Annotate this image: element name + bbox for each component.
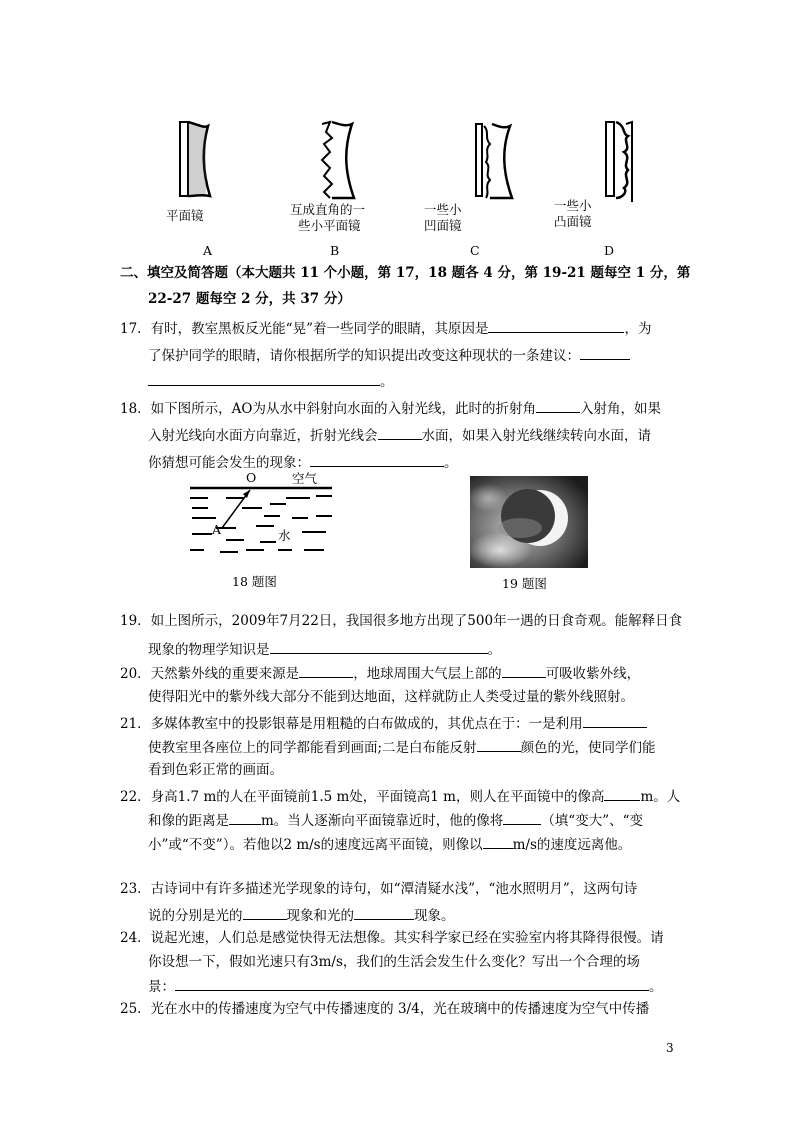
question-17-line-1: 17．有时，教室黑板反光能“晃”着一些同学的眼睛，其原因是 ，为: [120, 317, 651, 339]
question-21-line-2: 使教室里各座位上的同学都能看到画面;二是白布能反射 颜色的光，使同学们能: [148, 736, 656, 758]
question-21-line-1: 21．多媒体教室中的投影银幕是用粗糙的白布做成的，其优点在于：一是利用: [120, 712, 647, 734]
option-letter-a: A: [203, 243, 213, 258]
question-21-line-3: 看到色彩正常的画面。: [148, 762, 283, 778]
mirror-d-label-2: 凸面镜: [554, 214, 592, 229]
question-25-line-1: 25．光在水中的传播速度为空气中传播速度的 3/4，光在玻璃中的传播速度为空气中传播: [120, 1001, 650, 1017]
question-18-line-1: 18．如下图所示，AO为从水中斜射向水面的入射光线，此时的折射角 入射角，如果: [120, 397, 661, 419]
fig18-label-a: A: [212, 522, 222, 537]
answer-blank[interactable]: [483, 833, 513, 849]
question-19-line-1: 19．如上图所示，2009年7月22日，我国很多地方出现了500年一遇的日食奇观。能解释日食: [120, 613, 683, 629]
question-24-line-2: 你设想一下，假如光速只有3m/s，我们的生活会发生什么变化？写出一个合理的场: [148, 954, 640, 970]
page-number: 3: [666, 1041, 674, 1055]
question-24-line-1: 24．说起光速，人们总是感觉快得无法想像。其实科学家已经在实验室内将其降得很慢。请: [120, 930, 664, 946]
question-22-line-3: 小”或“不变”）。若他以2 m/s的速度远离平面镜，则像以 m/s的速度远离他。: [148, 833, 631, 855]
mirror-b-label-1: 互成直角的一: [290, 202, 366, 217]
question-23-line-2: 说的分别是光的 现象和光的 现象。: [148, 904, 455, 926]
question-19-line-2: 现象的物理学知识是 。: [148, 638, 501, 660]
option-letter-c: C: [470, 243, 480, 258]
answer-blank[interactable]: [604, 785, 640, 801]
mirror-figure-d: [598, 118, 648, 208]
answer-blank[interactable]: [378, 424, 422, 440]
mirror-b-label-2: 些小平面镜: [298, 218, 361, 233]
mirror-figure-b: [310, 118, 360, 204]
option-letter-d: D: [604, 243, 615, 258]
answer-blank[interactable]: [583, 712, 647, 728]
question-22-line-1: 22．身高1.7 m的人在平面镜前1.5 m处，平面镜高1 m，则人在平面镜中的像高 m。人: [120, 785, 680, 807]
answer-blank[interactable]: [299, 662, 353, 678]
mirror-a-label: 平面镜: [166, 208, 204, 223]
option-letter-b: B: [330, 243, 340, 258]
mirror-d-label-1: 一些小: [554, 198, 592, 213]
fig18-label-o: O: [246, 470, 257, 485]
answer-blank[interactable]: [310, 451, 444, 467]
answer-blank[interactable]: [243, 904, 287, 920]
question-22-line-2: 和像的距离是 m。当人逐渐向平面镜靠近时，他的像将 （填“变大”、“变: [148, 809, 643, 831]
question-20-line-1: 20．天然紫外线的重要来源是 ，地球周围大气层上部的 可吸收紫外线，: [120, 662, 640, 684]
mirror-figure-c: [470, 118, 520, 204]
question-17-line-3: 。: [148, 370, 394, 392]
section-heading-line-1: 二、填空及简答题（本大题共 11 个小题，第 17，18 题各 4 分，第 19-21 题每空 1 分，第: [120, 265, 691, 281]
answer-blank[interactable]: [477, 736, 521, 752]
answer-blank[interactable]: [580, 344, 630, 360]
question-24-line-3: 景： 。: [148, 975, 663, 997]
answer-blank[interactable]: [175, 975, 649, 991]
fig18-label-air: 空气: [292, 471, 318, 486]
answer-blank[interactable]: [229, 809, 261, 825]
question-18-line-3: 你猜想可能会发生的现象： 。: [148, 451, 458, 473]
mirror-c-label-1: 一些小: [424, 202, 462, 217]
section-heading-line-2: 22-27 题每空 2 分，共 37 分）: [148, 291, 351, 307]
answer-blank[interactable]: [503, 809, 541, 825]
fig19-caption: 19 题图: [502, 576, 547, 591]
answer-blank[interactable]: [502, 662, 546, 678]
answer-blank[interactable]: [488, 317, 624, 333]
fig18-caption: 18 题图: [232, 574, 277, 589]
answer-blank[interactable]: [270, 638, 488, 654]
mirror-c-label-2: 凹面镜: [424, 218, 462, 233]
mirror-figure-a: [172, 118, 222, 204]
eclipse-photo: [470, 476, 588, 568]
answer-blank[interactable]: [536, 397, 580, 413]
answer-blank[interactable]: [354, 904, 414, 920]
fig18-label-water: 水: [278, 528, 291, 543]
question-18-line-2: 入射光线向水面方向靠近，折射光线会 水面，如果入射光线继续转向水面，请: [148, 424, 651, 446]
question-20-line-2: 使得阳光中的紫外线大部分不能到达地面，这样就防止人类受过量的紫外线照射。: [148, 689, 634, 705]
question-17-line-2: 了保护同学的眼睛，请你根据所学的知识提出改变这种现状的一条建议：: [148, 344, 630, 366]
question-23-line-1: 23．古诗词中有许多描述光学现象的诗句，如“潭清疑水浅”，“池水照明月”，这两句诗: [120, 881, 638, 897]
answer-blank[interactable]: [148, 370, 380, 386]
